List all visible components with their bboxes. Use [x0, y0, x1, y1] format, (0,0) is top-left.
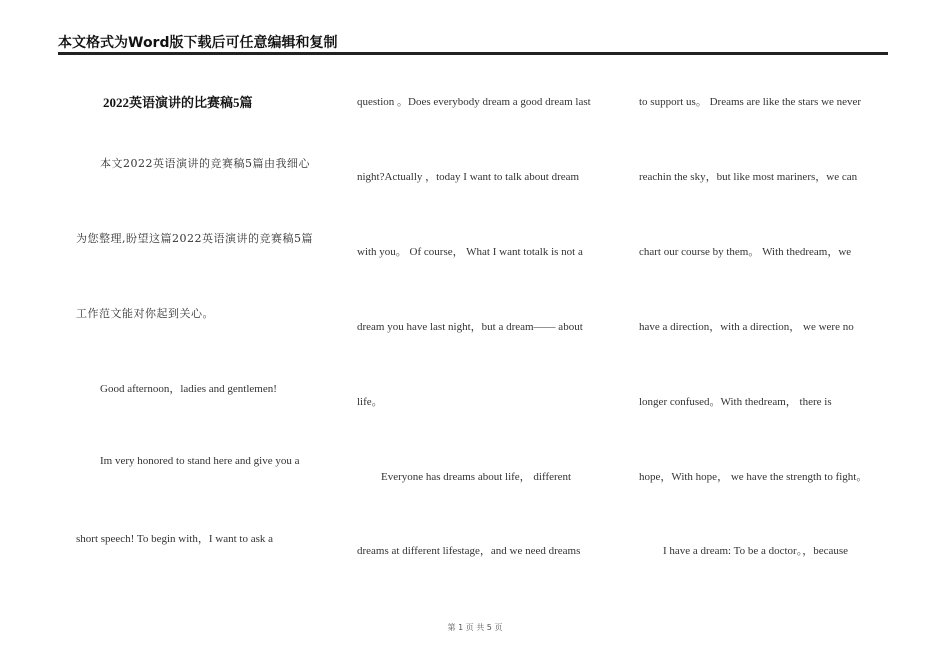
- paragraph-line: with you。 Of course， What I want totalk is not a: [357, 246, 583, 258]
- paragraph-line: I have a dream: To be a doctor。，because: [663, 545, 849, 557]
- paragraph-line: 为您整理,盼望这篇2022英语演讲的竞赛稿5篇: [76, 232, 313, 245]
- paragraph-line: 本文2022英语演讲的竞赛稿5篇由我细心: [100, 157, 310, 170]
- paragraph-line: chart our course by them。 With thedream，we: [639, 246, 852, 258]
- page-number: 第 1 页 共 5 页: [447, 623, 503, 632]
- paragraph-line: have a direction，with a direction， we were no: [639, 321, 854, 333]
- paragraph-line: life。: [357, 396, 383, 408]
- paragraph-line: Everyone has dreams about life， different: [381, 471, 572, 483]
- paragraph-line: question 。Does everybody dream a good dream last: [357, 96, 591, 108]
- paragraph-line: longer confused。With thedream， there is: [639, 396, 832, 408]
- paragraph-line: dream you have last night，but a dream—— about: [357, 321, 583, 333]
- paragraph-line: short speech! To begin with，I want to ask a: [76, 533, 273, 545]
- paragraph-line: 工作范文能对你起到关心。: [76, 307, 214, 320]
- header-title: 本文格式为Word版下载后可任意编辑和复制: [58, 35, 338, 51]
- header-rule: [58, 52, 888, 55]
- paragraph-line: Good afternoon，ladies and gentlemen!: [100, 383, 277, 395]
- paragraph-line: to support us。 Dreams are like the stars we never: [639, 96, 862, 108]
- paragraph-line: reachin the sky，but like most mariners，we can: [639, 171, 858, 183]
- paragraph-line: dreams at different lifestage，and we need dreams: [357, 545, 581, 557]
- document-title: 2022英语演讲的比赛稿5篇: [103, 95, 253, 110]
- paragraph-line: hope，With hope， we have the strength to fight。: [639, 471, 868, 483]
- paragraph-line: Im very honored to stand here and give you a: [100, 455, 300, 467]
- paragraph-line: night?Actually ，today I want to talk about dream: [357, 171, 580, 183]
